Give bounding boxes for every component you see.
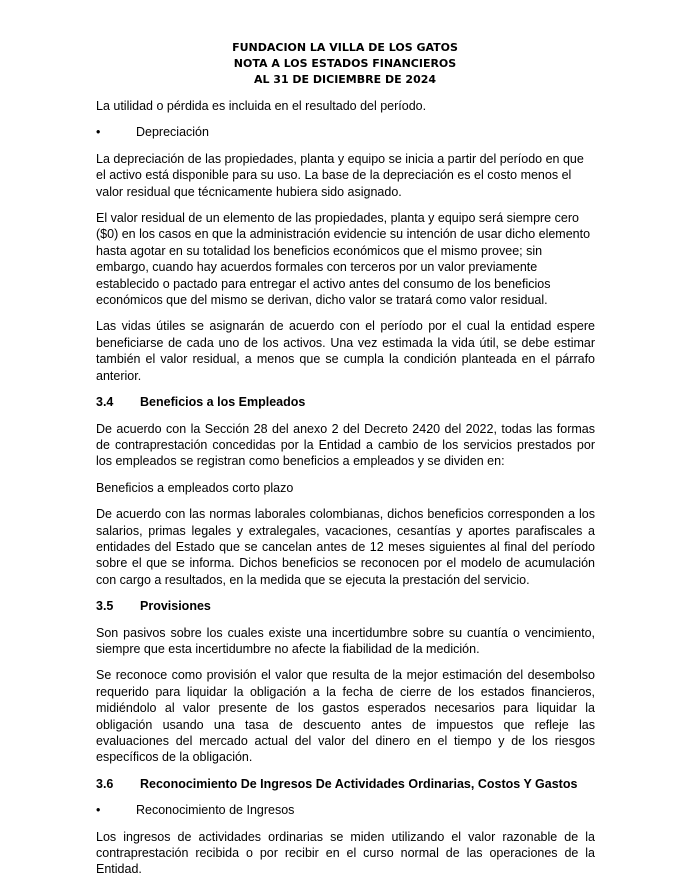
section-title: Beneficios a los Empleados <box>140 395 306 410</box>
section-number: 3.4 <box>96 395 114 410</box>
section-heading-3-6 <box>96 776 595 792</box>
bullet-marker: • <box>96 125 101 140</box>
document-body <box>96 98 595 888</box>
paragraph: Los ingresos de actividades ordinarias se miden utilizando el valor razonable de la contraprestación recibida o por recibir en el curso normal de las operaciones de la Entidad. <box>96 829 595 877</box>
paragraph: Son pasivos sobre los cuales existe una incertidumbre sobre su cuantía o vencimiento, siempre que esta incertidumbre no afecte la fiabilidad de la medición. <box>96 625 595 656</box>
paragraph: Se reconoce como provisión el valor que resulta de la mejor estimación del desembolso requerido para liquidar la obligación a la fecha de cierre de los estados financieros, midiéndolo al valor presente de los gastos esperados necesarios para liquidar la obligación usando una tasa de descuento antes de impuestos que refleje las evaluaciones del mercado actual del valor del dinero en el tiempo y de los riesgos específicos de la obligación. <box>96 668 595 765</box>
header-line-2: NOTA A LOS ESTADOS FINANCIEROS <box>233 57 457 70</box>
document-header <box>0 40 690 88</box>
bullet-item-reconocimiento <box>96 802 595 818</box>
bullet-item-depreciacion <box>96 124 595 140</box>
bullet-marker: • <box>96 803 101 818</box>
section-title: Reconocimiento De Ingresos De Actividades Ordinarias, Costos Y Gastos <box>140 776 578 791</box>
header-line-1: FUNDACION LA VILLA DE LOS GATOS <box>232 41 458 54</box>
paragraph: Beneficios a empleados corto plazo <box>96 480 294 495</box>
paragraph: La utilidad o pérdida es incluida en el resultado del período. <box>96 99 427 113</box>
bullet-text: Depreciación <box>136 125 209 140</box>
paragraph: Las vidas útiles se asignarán de acuerdo con el período por el cual la entidad espere beneficiarse de cada uno de los activos. Una vez estimada la vida útil, se debe estimar también el valor residual, a menos que se cumpla la condición planteada en el párrafo anterior. <box>96 319 595 383</box>
paragraph: De acuerdo con la Sección 28 del anexo 2 del Decreto 2420 del 2022, todas las formas de contraprestación concedidas por la Entidad a cambio de los servicios prestados por los empleados se registran como beneficios a empleados y se dividen en: <box>96 421 595 469</box>
paragraph: De acuerdo con las normas laborales colombianas, dichos beneficios corresponden a los salarios, primas legales y extralegales, vacaciones, cesantías y aportes parafiscales a entidades del Estado que se cancelan antes de 12 meses siguientes al final del período sobre el que se informa. Dichos beneficios se reconocen por el modelo de acumulación con cargo a resultados, en la medida que se ejecuta la prestación del servicio. <box>96 507 595 587</box>
paragraph: La depreciación de las propiedades, planta y equipo se inicia a partir del período en que el activo está disponible para su uso. La base de la depreciación es el costo menos el valor residual que técnicamente hubiera sido asignado. <box>96 151 584 199</box>
section-heading-3-4 <box>96 394 595 410</box>
section-number: 3.6 <box>96 776 114 791</box>
section-title: Provisiones <box>140 599 211 614</box>
header-line-3: AL 31 DE DICIEMBRE DE 2024 <box>253 73 437 86</box>
section-number: 3.5 <box>96 599 114 614</box>
bullet-text: Reconocimiento de Ingresos <box>136 803 295 818</box>
paragraph: El valor residual de un elemento de las propiedades, planta y equipo será siempre cero ($0) en los casos en que la administración evidencie su intención de usar dicho elemento hasta agotar en su totalidad los beneficios económicos que el mismo provee; sin embargo, cuando hay acuerdos formales con terceros por un valor previamente establecido o pactado para entregar el activo antes del consumo de los beneficios económicos que del mismo se derivan, dicho valor se tratará como valor residual. <box>96 211 591 308</box>
section-heading-3-5 <box>96 598 595 614</box>
